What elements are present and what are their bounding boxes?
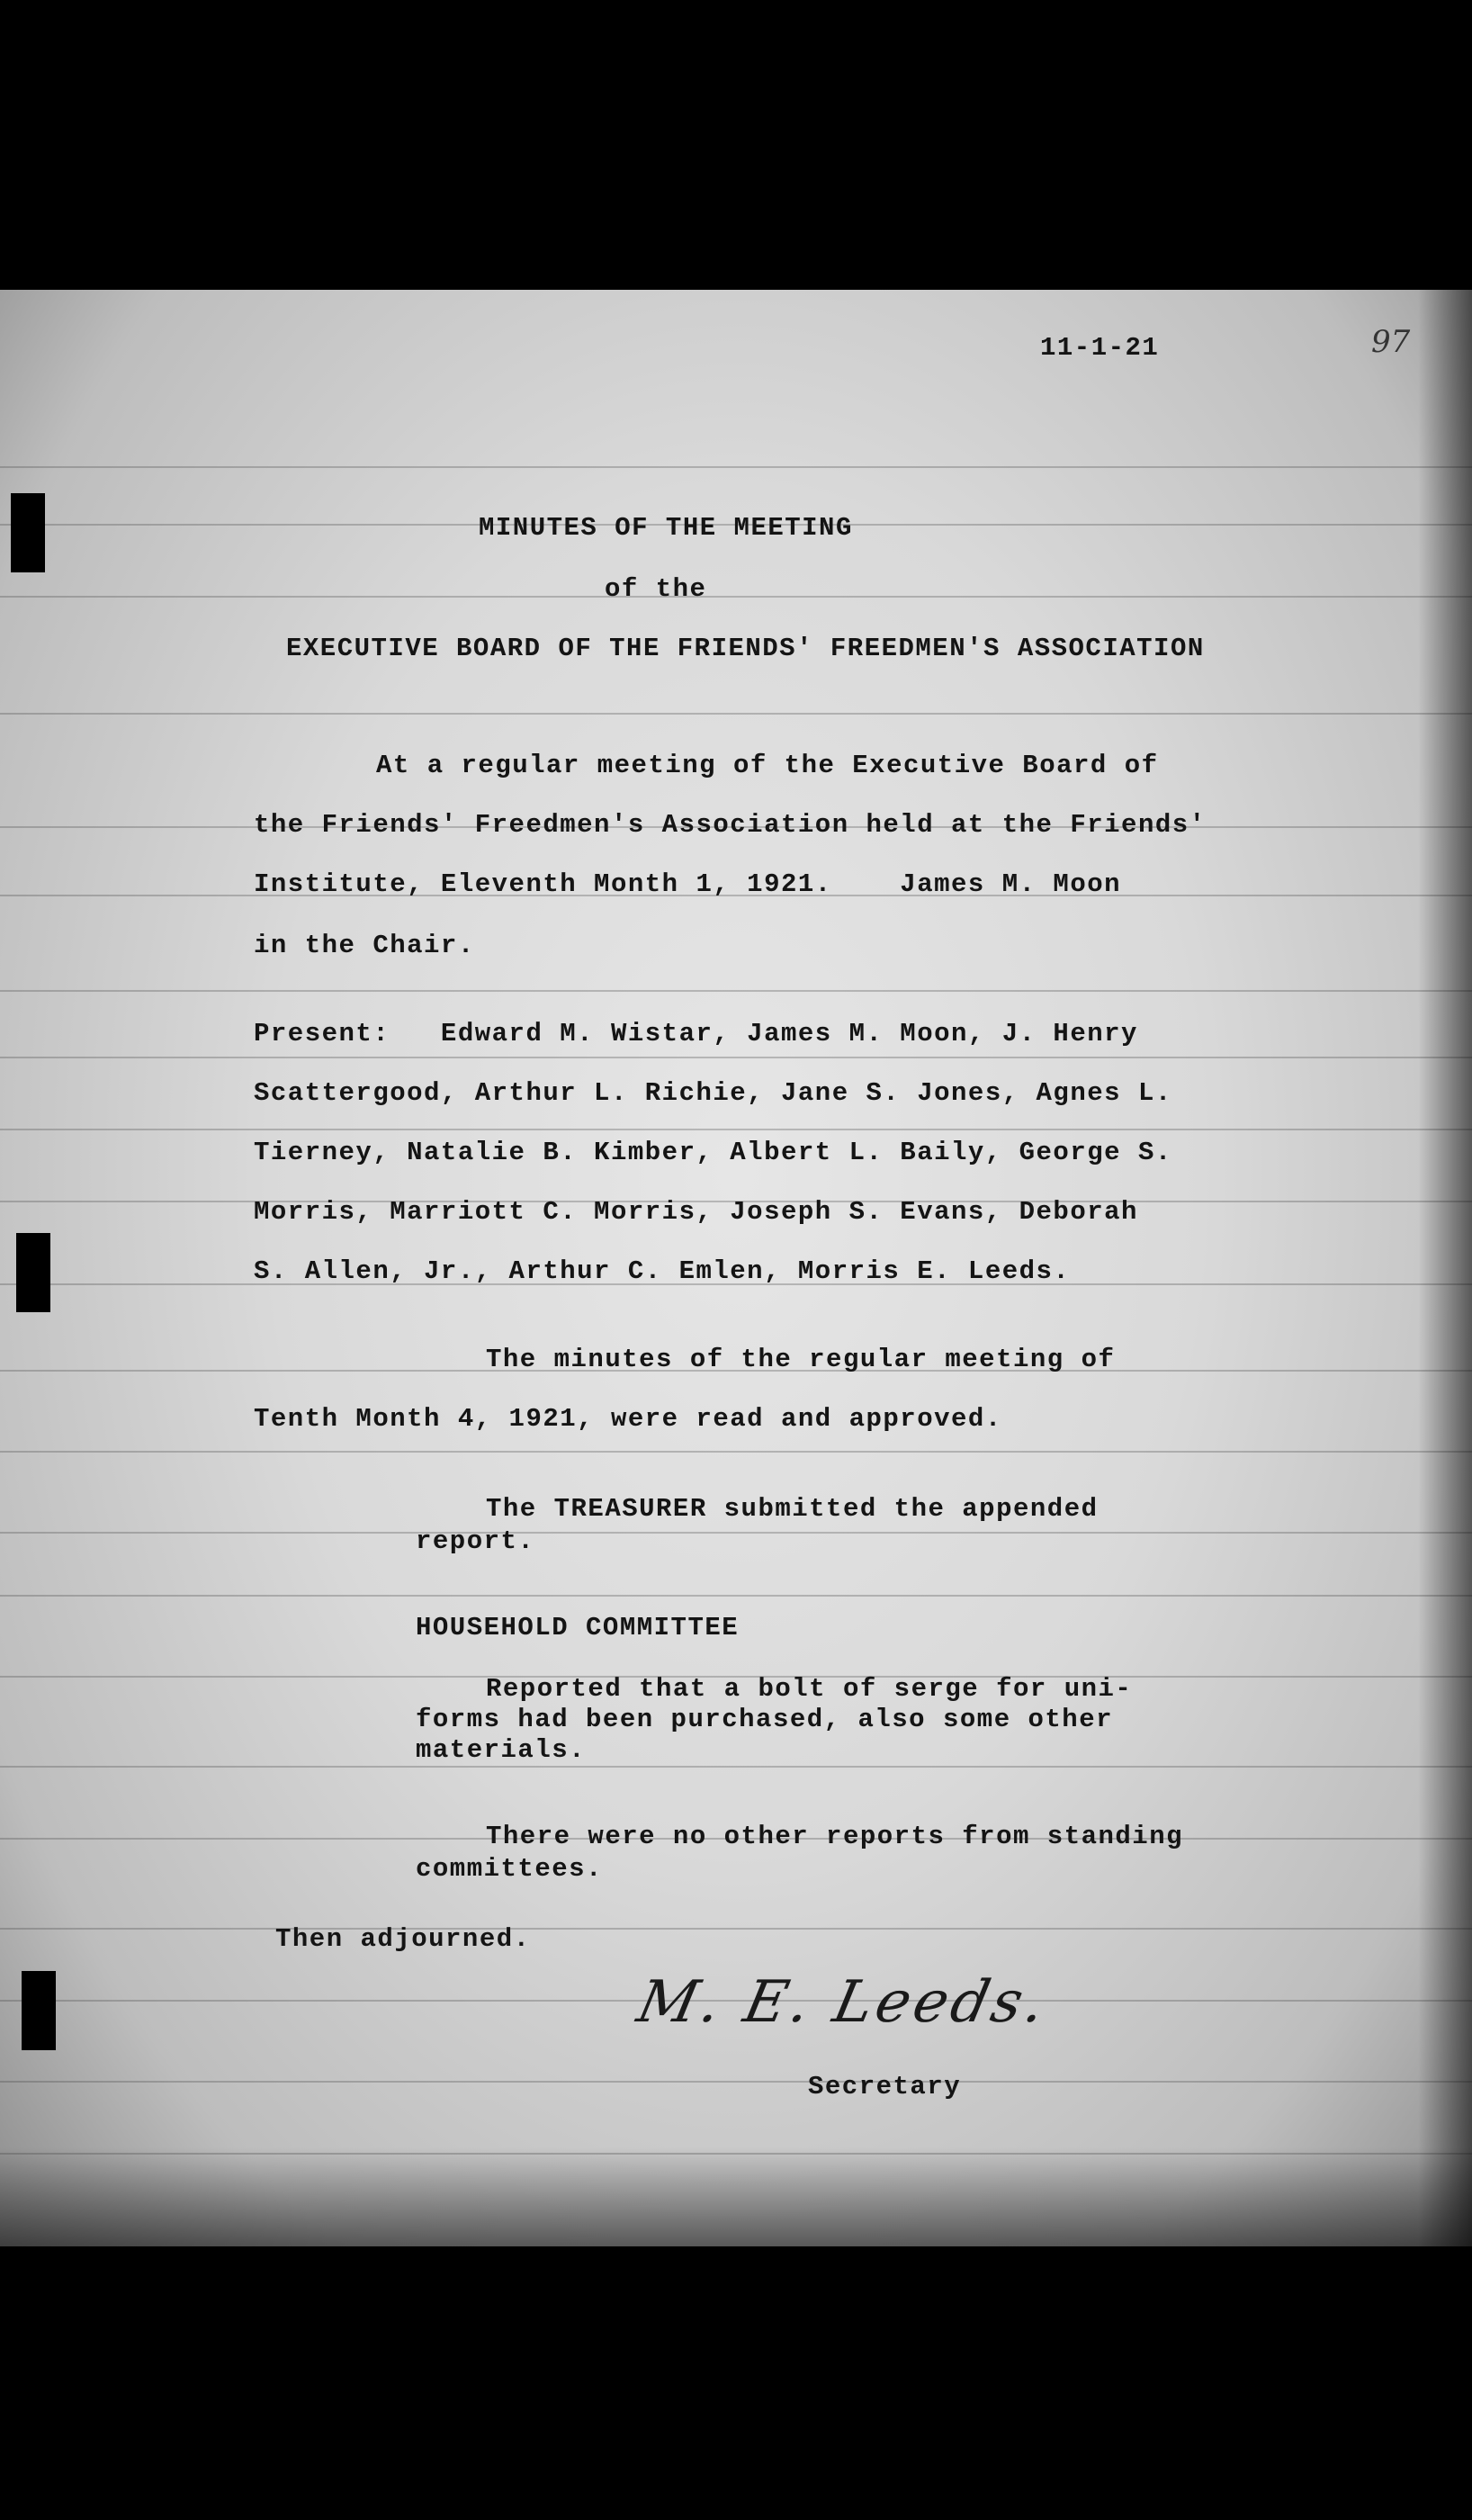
page-bottom-shadow	[0, 2147, 1472, 2246]
ruled-line	[0, 596, 1472, 598]
opening-line-2: the Friends' Freedmen's Association held at the Friends'	[254, 810, 1207, 840]
page-edge-shadow	[1418, 290, 1472, 2246]
title-line-3: EXECUTIVE BOARD OF THE FRIENDS' FREEDMEN'S ASSOCIATION	[286, 634, 1205, 663]
minutes-line-2: Tenth Month 4, 1921, were read and approved.	[254, 1404, 1002, 1434]
present-line-2: Scattergood, Arthur L. Richie, Jane S. Jones, Agnes L.	[254, 1078, 1172, 1108]
ruled-line	[0, 1766, 1472, 1768]
household-line-3: materials.	[416, 1735, 587, 1765]
present-line-4: Morris, Marriott C. Morris, Joseph S. Evans, Deborah	[254, 1197, 1138, 1227]
header-date: 11-1-21	[1040, 333, 1160, 363]
signature-role: Secretary	[808, 2072, 962, 2102]
ruled-line	[0, 713, 1472, 715]
household-line-2: forms had been purchased, also some other	[416, 1705, 1114, 1734]
ruled-line	[0, 1595, 1472, 1597]
present-line-5: S. Allen, Jr., Arthur C. Emlen, Morris E. Leeds.	[254, 1256, 1071, 1286]
handwritten-signature: M. E. Leeds.	[632, 1969, 1055, 2036]
ruled-line	[0, 1129, 1472, 1130]
binder-tab	[22, 1971, 56, 2050]
opening-line-3: Institute, Eleventh Month 1, 1921. James M. Moon	[254, 869, 1122, 899]
document-page	[0, 290, 1472, 2246]
ruled-line	[0, 1928, 1472, 1930]
minutes-line-1: The minutes of the regular meeting of	[486, 1345, 1116, 1374]
ruled-line	[0, 2081, 1472, 2083]
treasurer-line-1: The TREASURER submitted the appended	[486, 1494, 1099, 1524]
household-line-1: Reported that a bolt of serge for uni-	[486, 1674, 1133, 1704]
ruled-line	[0, 1451, 1472, 1453]
other-reports-line-1: There were no other reports from standing	[486, 1822, 1184, 1851]
title-line-2: of the	[605, 574, 707, 604]
binder-tab	[11, 493, 45, 572]
other-reports-line-2: committees.	[416, 1854, 603, 1884]
ruled-line	[0, 1057, 1472, 1058]
ruled-line	[0, 466, 1472, 468]
page-number: 97	[1371, 324, 1411, 360]
ruled-line	[0, 1532, 1472, 1534]
ruled-line	[0, 990, 1472, 992]
present-line-3: Tierney, Natalie B. Kimber, Albert L. Baily, George S.	[254, 1138, 1172, 1167]
binder-tab	[16, 1233, 50, 1312]
adjourned-text: Then adjourned.	[275, 1924, 531, 1954]
household-heading: HOUSEHOLD COMMITTEE	[416, 1613, 740, 1642]
title-line-1: MINUTES OF THE MEETING	[479, 513, 853, 543]
opening-line-4: in the Chair.	[254, 931, 475, 960]
opening-line-1: At a regular meeting of the Executive Board of	[376, 751, 1159, 780]
treasurer-line-2: report.	[416, 1526, 535, 1556]
present-line-1: Present: Edward M. Wistar, James M. Moon, J. Henry	[254, 1019, 1138, 1048]
